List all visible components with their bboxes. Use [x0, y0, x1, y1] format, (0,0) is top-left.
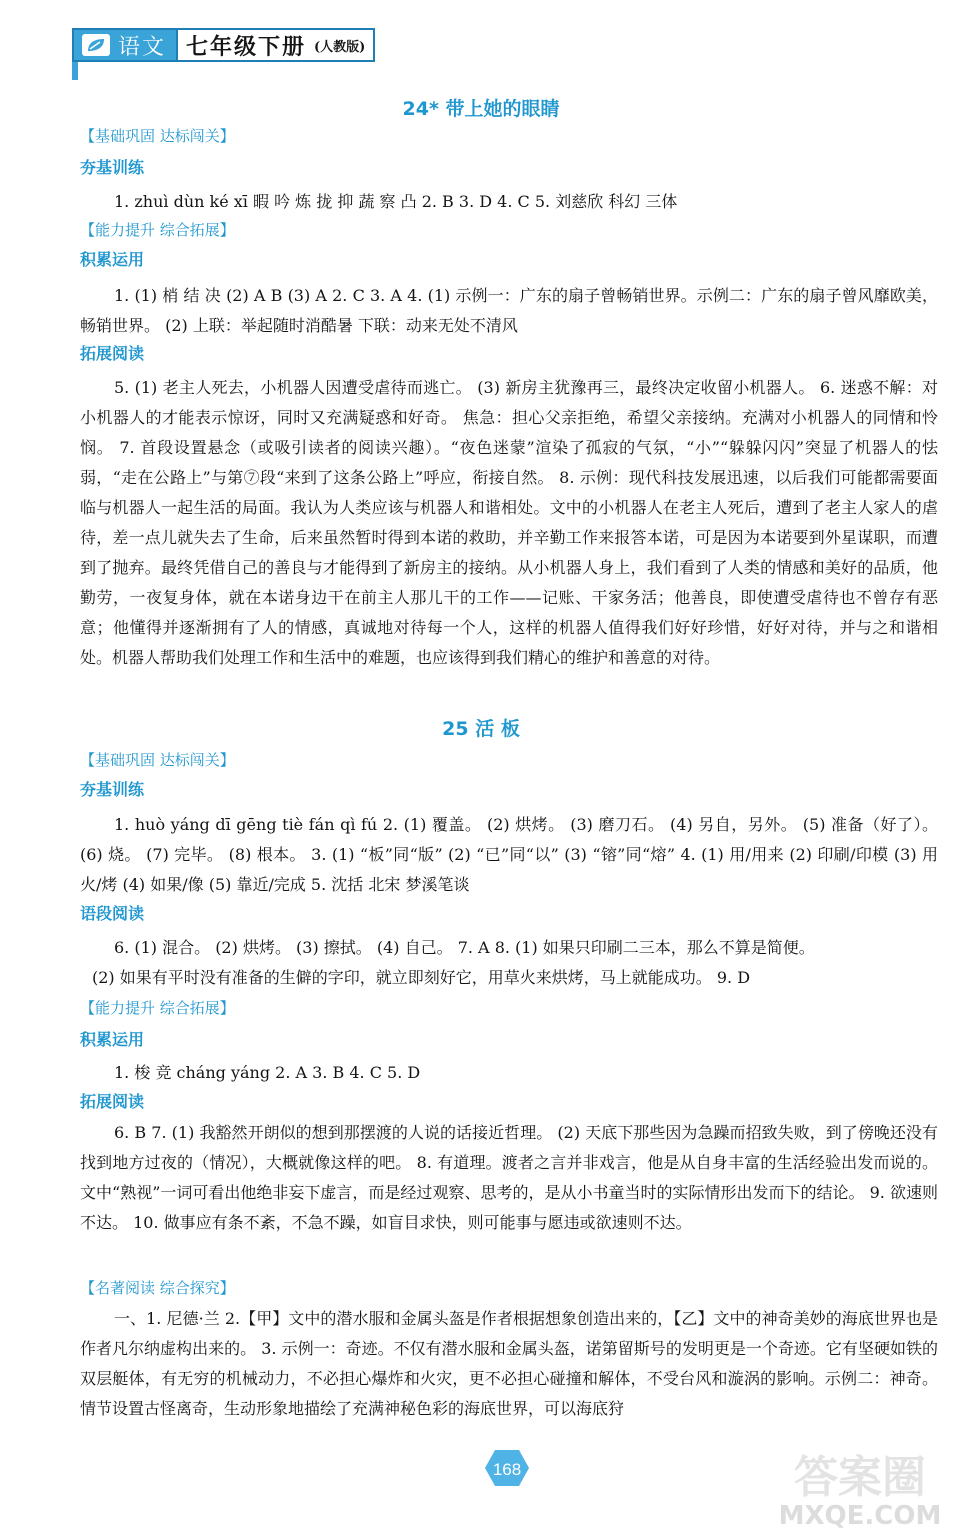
section-24-answer-3: 5. (1) 老主人死去，小机器人因遭受虐待而逃亡。 (3) 新房主犹豫再三，最终决定收留小机器人。 6. 迷惑不解：对小机器人的才能表示惊讶，同时又充满疑惑和好奇。 焦急：担心父亲拒绝，希望父亲接纳。充满对小机器人的同情和怜悯。 7. 首段设置悬念（或吸引读者的阅读兴趣）。“夜色迷蒙”渲染了孤寂的气氛，“小”“躲躲闪闪”突显了机器人的怯弱，“走在公路上”与第⑦段“来到了这条公路上”呼应，衔接自然。 8. 示例：现代科技发展迅速，以后我们可能都需要面临与机器人一起生活的局面。我认为人类应该与机器人和谐相处。文中的小机器人在老主人死后，遭到了老主人家人的虐待，差一点儿就失去了生命，后来虽然暂时得到本诺的救助，并辛勤工作来报答本诺，可是因为本诺要到外星谋职，而遭到了抛弃。最终凭借自己的善良与才能得到了新房主的接纳。从小机器人身上，我们看到了人类的情感和美好的品质，他勤劳，一夜复身体，就在本诺身边干在前主人那儿干的工作——记账、干家务活；他善良，即使遭受虐待也不曾存有恶意；他懂得并逐渐拥有了人的情感，真诚地对待每一个人，这样的机器人值得我们好好珍惜，好好对待，并与之和谐相处。机器人帮助我们处理工作和生活中的难题，也应该得到我们精心的维护和善意的对待。 [80, 378, 938, 667]
section-25-answer-5: 一、1. 尼德·兰 2.【甲】文中的潜水服和金属头盔是作者根据想象创造出来的，【乙】文中的神奇美妙的海底世界也是作者凡尔纳虚构出来的。 3. 示例一：奇迹。不仅有潜水服和金属头盔，诺第留斯号的发明更是一个奇迹。它有坚硬如铁的双层艇体，有无穷的机械动力，不必担心爆炸和火灾，更不必担心碰撞和解体，不受台风和漩涡的影响。示例二：神奇。情节设置古怪离奇，生动形象地描绘了充满神秘色彩的海底世界，可以海底狩 [80, 1309, 938, 1418]
section-25-answer-4: 6. B 7. (1) 我豁然开朗似的想到那摆渡的人说的话接近哲理。 (2) 天底下那些因为急躁而招致失败，到了傍晚还没有找到地方过夜的（情况），大概就像这样的吧。 8. 有道理。渡者之言并非戏言，他是从自身丰富的生活经验出发而说的。文中“熟视”一词可看出他绝非妄下虚言，而是经过观察、思考的，是从小书童当时的实际情形出发而下的结论。 9. 欲速则不达。 10. 做事应有条不紊，不急不躁，如盲目求快，则可能事与愿违或欲速则不达。 [80, 1123, 938, 1232]
subject-badge [72, 28, 178, 62]
watermark-line-1: 答案圈 [794, 1452, 926, 1503]
section-24-sub-training: 夯基训练 [80, 158, 145, 177]
section-24-sub-accumulate: 积累运用 [80, 250, 145, 269]
section-24-sub-extended: 拓展阅读 [80, 344, 145, 363]
section-25-tag-classics: 【名著阅读 综合探究】 [80, 1279, 235, 1297]
page-number-badge [484, 1448, 530, 1488]
grade-box [178, 28, 375, 62]
section-24-title: 24* 带上她的眼睛 [402, 98, 560, 120]
page-header [72, 28, 375, 62]
section-25-sub-extended: 拓展阅读 [80, 1092, 145, 1111]
section-25-sub-accumulate: 积累运用 [80, 1030, 145, 1049]
section-24-answer-2: 1. (1) 梢 结 决 (2) A B (3) A 2. C 3. A 4. (1) 示例一：广东的扇子曾畅销世界。示例二：广东的扇子曾风靡欧美，畅销世界。 (2) 上联：举起随时消酷暑 下联：动来无处不清风 [80, 286, 938, 335]
section-25-title: 25 活 板 [442, 718, 520, 740]
header-side-bar [72, 62, 78, 80]
edition-label: (人教版) [314, 39, 366, 55]
section-25-answer-2a: 6. (1) 混合。 (2) 烘烤。 (3) 擦拭。 (4) 自己。 7. A 8. (1) 如果只印刷二三本，那么不算是简便。 [114, 938, 815, 957]
section-25-tag-ability: 【能力提升 综合拓展】 [80, 999, 235, 1017]
section-24-tag-basic: 【基础巩固 达标闯关】 [80, 127, 235, 145]
section-25-answer-2b: (2) 如果有平时没有准备的生僻的字印，就立即刻好它，用草火来烘烤，马上就能成功。 9. D [92, 968, 751, 987]
section-24-tag-ability: 【能力提升 综合拓展】 [80, 221, 235, 239]
section-25-sub-passage: 语段阅读 [80, 904, 145, 923]
watermark [770, 1440, 950, 1532]
section-25-sub-training: 夯基训练 [80, 780, 145, 799]
page-number: 168 [492, 1460, 522, 1479]
section-24-answer-1: 1. zhuì dùn ké xī 暇 吟 炼 拢 抑 蔬 察 凸 2. B 3. D 4. C 5. 刘慈欣 科幻 三体 [114, 192, 678, 211]
section-25-answer-1: 1. huò yáng dī gēng tiè fán qì fú 2. (1) 覆盖。 (2) 烘烤。 (3) 磨刀石。 (4) 另自，另外。 (5) 准备（好了）。 (6) 烧。 (7) 完毕。 (8) 根本。 3. (1) “板”同“版” (2) “已”同“以” (3) “镕”同“熔” 4. (1) 用/用来 (2) 印刷/印模 (3) 用火/烤 (4) 如果/像 (5) 靠近/完成 5. 沈括 北宋 梦溪笔谈 [80, 815, 938, 894]
section-25-answer-3: 1. 梭 竞 cháng yáng 2. A 3. B 4. C 5. D [114, 1063, 421, 1082]
subject-label: 语文 [118, 34, 167, 60]
leaf-icon [82, 34, 110, 56]
section-25-tag-basic: 【基础巩固 达标闯关】 [80, 751, 235, 769]
grade-label: 七年级下册 [186, 33, 307, 60]
watermark-line-2: MXQE.COM [778, 1501, 942, 1531]
